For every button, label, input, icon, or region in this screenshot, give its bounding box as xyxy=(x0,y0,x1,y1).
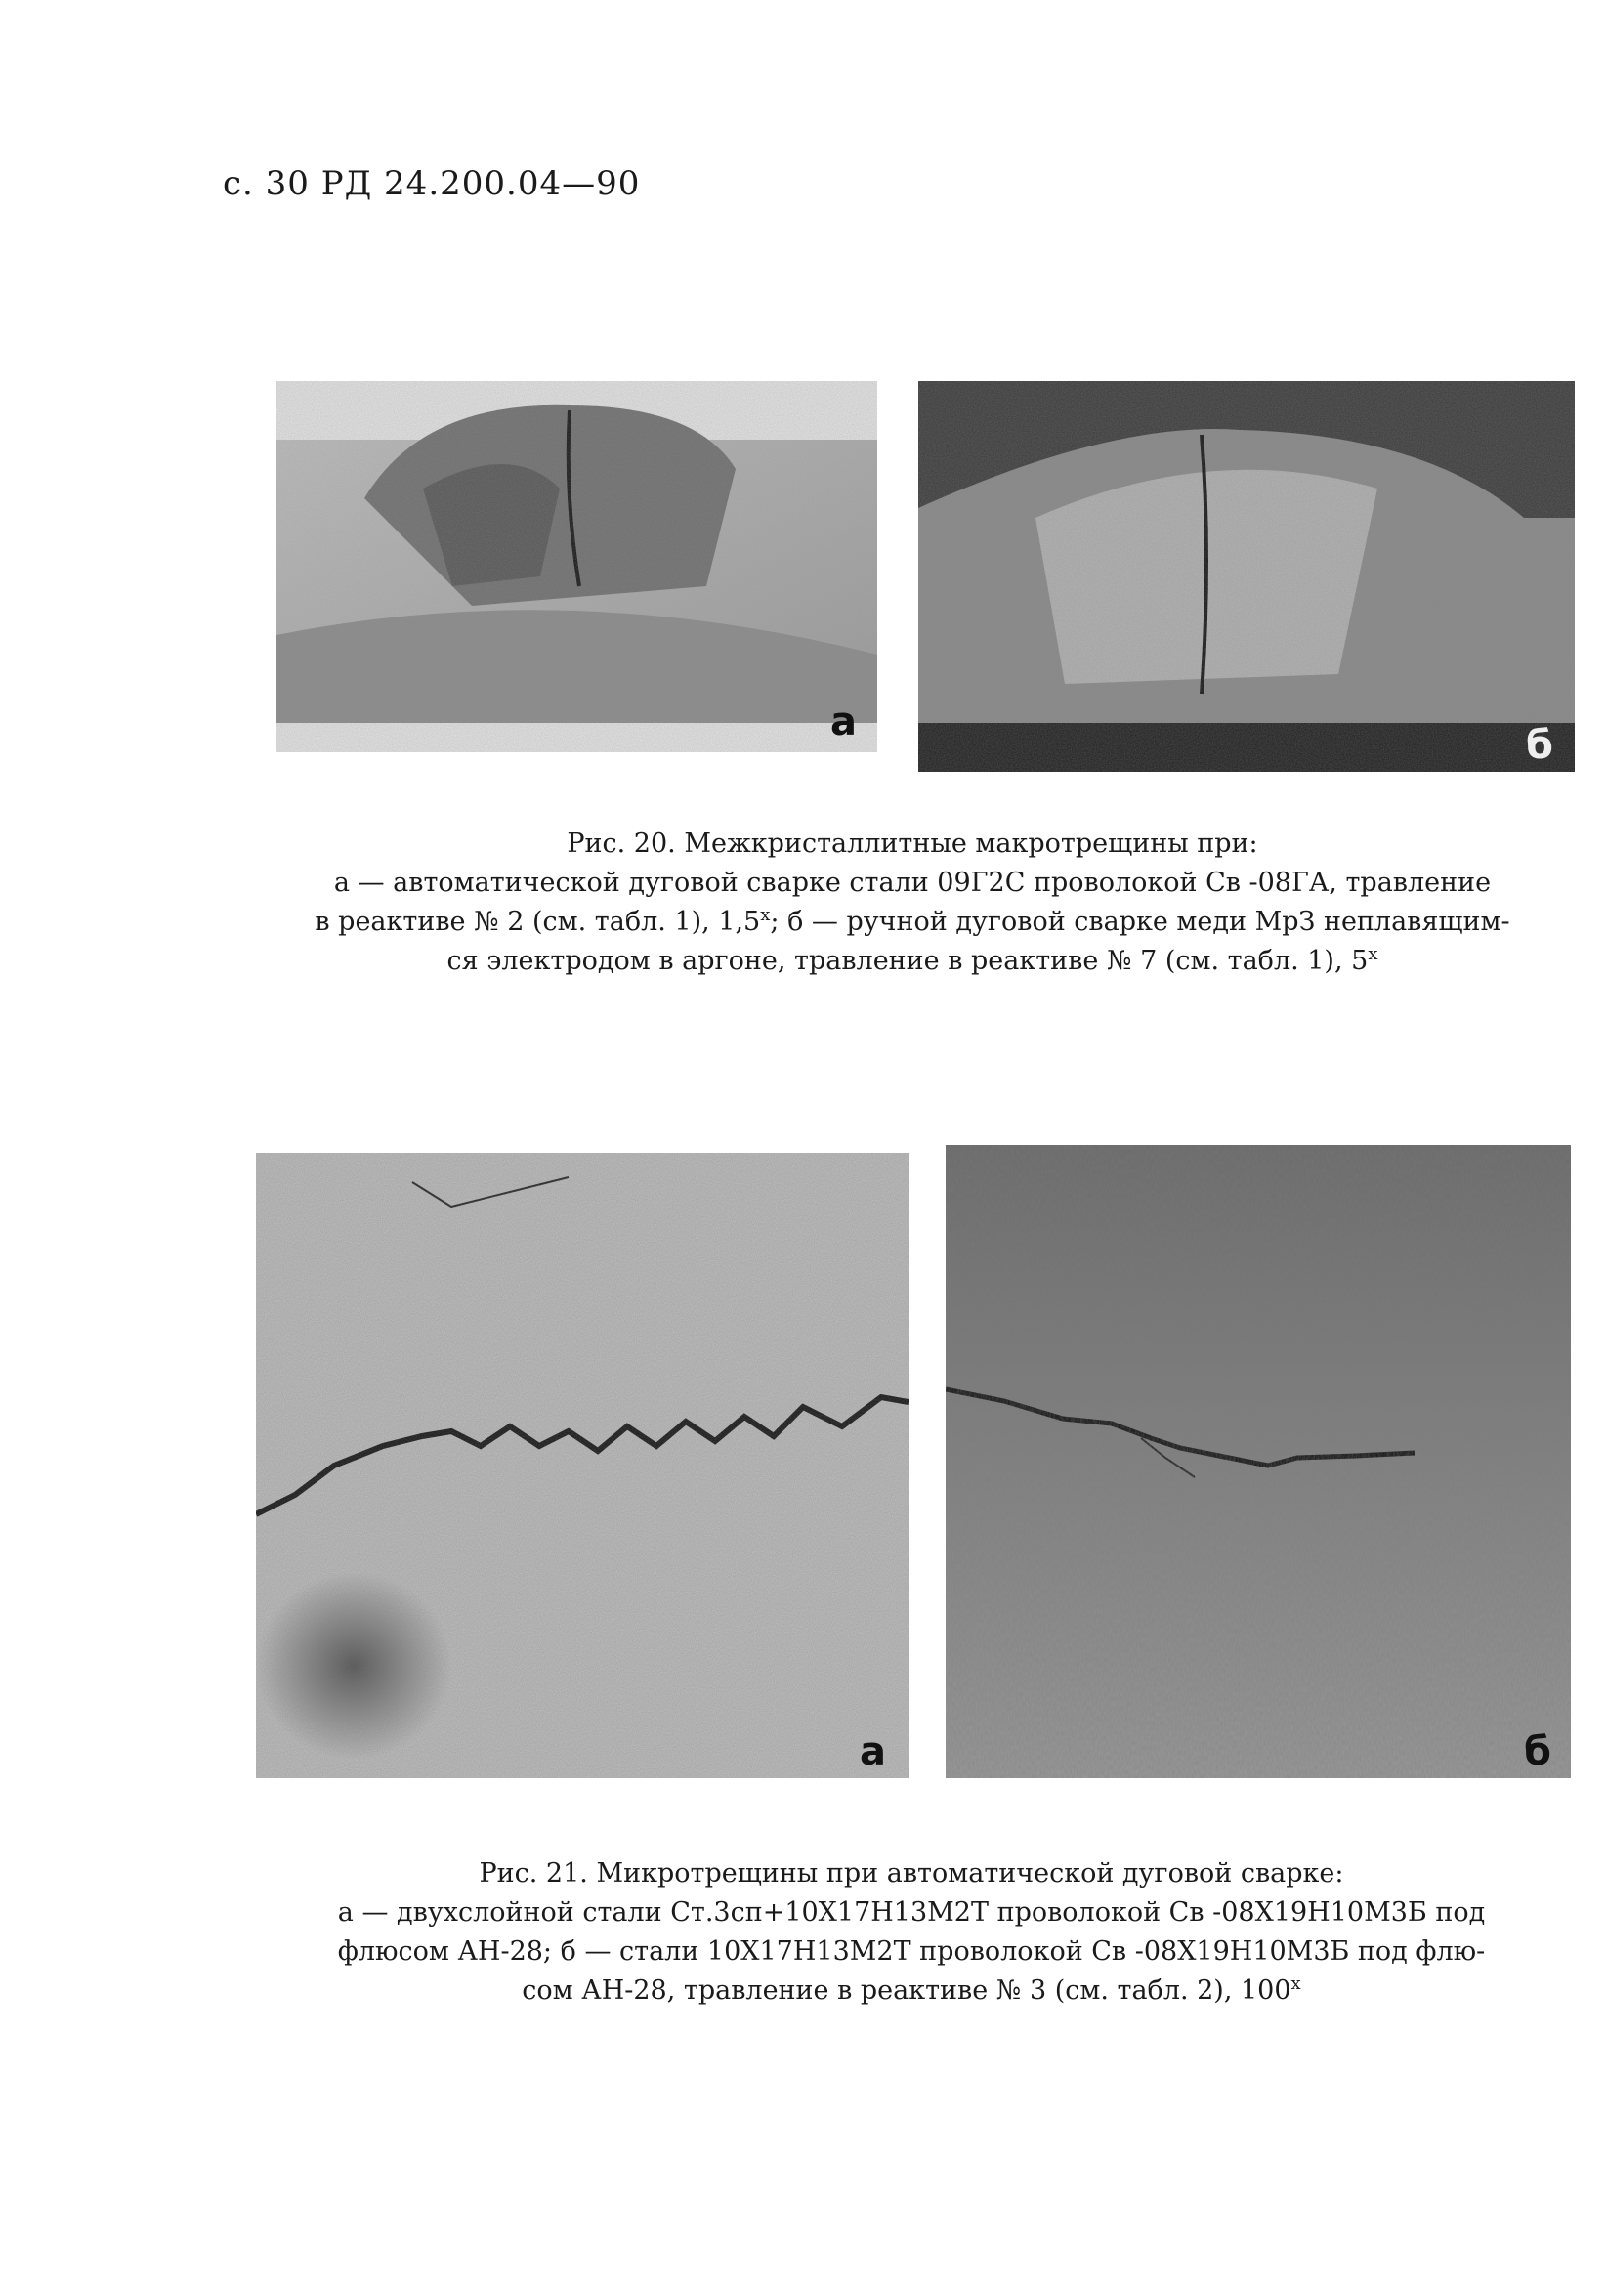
page-header: с. 30 РД 24.200.04—90 xyxy=(223,164,641,203)
fig21-caption-line1: а — двухслойной стали Ст.3сп+10Х17Н13М2Т проволокой Св -08Х19Н10М3Б под xyxy=(337,1897,1486,1928)
fig21-caption-line2: флюсом АН-28; б — стали 10Х17Н13М2Т проволокой Св -08Х19Н10М3Б под флю- xyxy=(337,1936,1486,1967)
fig20-caption xyxy=(272,825,1553,981)
weld-macro-image-b xyxy=(918,381,1575,772)
fig20-caption-title: Рис. 20. Межкристаллитные макротрещины при: xyxy=(567,829,1258,859)
fig21-photo-b xyxy=(946,1145,1571,1778)
fig21-photo-a xyxy=(256,1153,909,1778)
fig21-caption xyxy=(266,1854,1557,2011)
weld-macro-image-a xyxy=(276,381,877,752)
micro-crack-image-a xyxy=(256,1153,909,1778)
fig21-caption-line3-sup: х xyxy=(1290,1974,1301,1994)
fig20-photo-a xyxy=(276,381,877,752)
fig21-caption-line3: сом АН-28, травление в реактиве № 3 (см. табл. 2), 100 xyxy=(522,1976,1291,2006)
fig20-caption-line3-sup: х xyxy=(1368,944,1378,964)
fig21-caption-title: Рис. 21. Микротрещины при автоматической дуговой сварке: xyxy=(479,1858,1344,1889)
fig20-caption-line1: а — автоматической дуговой сварке стали 09Г2С проволокой Св -08ГА, травление xyxy=(333,868,1492,898)
fig21-panel-b-label: б xyxy=(1524,1729,1551,1774)
fig20-photo-b xyxy=(918,381,1575,772)
fig20-caption-line2-sup: х xyxy=(760,905,771,925)
fig20-caption-line3: ся электродом в аргоне, травление в реактиве № 7 (см. табл. 1), 5 xyxy=(446,946,1369,976)
micro-crack-image-b xyxy=(946,1145,1571,1778)
fig20-panel-a-label: а xyxy=(830,700,857,744)
fig21-panel-a-label: а xyxy=(860,1729,886,1774)
fig20-caption-line2: в реактиве № 2 (см. табл. 1), 1,5 xyxy=(315,907,761,937)
fig20-caption-line2b: ; б — ручной дуговой сварке меди МрЗ неплавящим- xyxy=(770,907,1510,937)
fig20-panel-b-label: б xyxy=(1526,723,1553,768)
